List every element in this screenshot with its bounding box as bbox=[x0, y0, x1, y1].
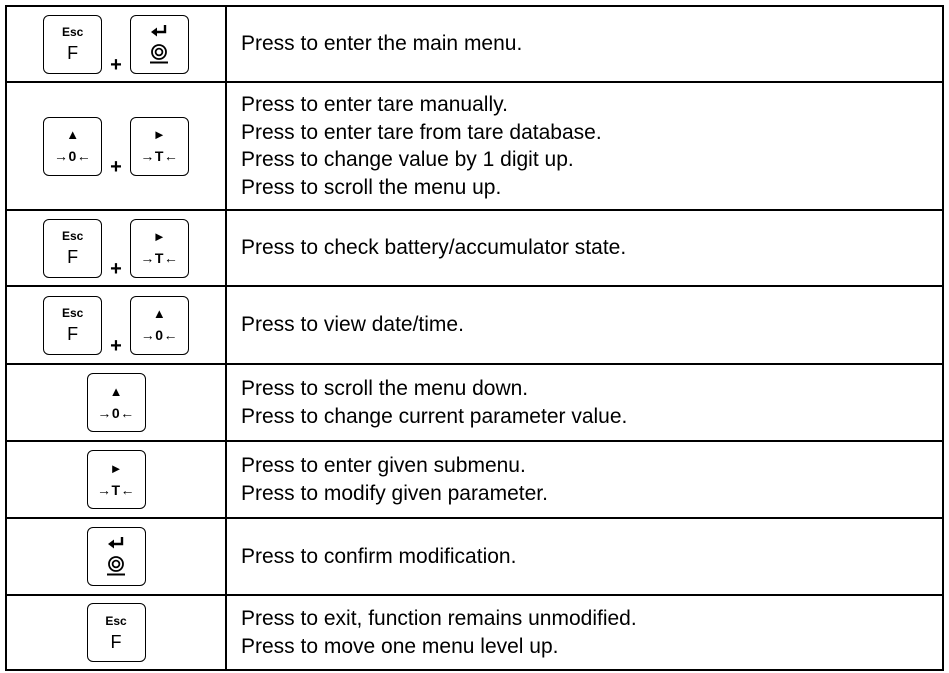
plus-sign: + bbox=[110, 334, 122, 357]
f-key-label: F bbox=[67, 324, 79, 344]
tare-key bbox=[87, 450, 146, 509]
description-line: Press to enter the main menu. bbox=[241, 32, 523, 56]
key-combination bbox=[7, 83, 225, 209]
description-line: Press to view date/time. bbox=[241, 313, 464, 337]
esc-key-label: Esc bbox=[61, 306, 84, 320]
table-body bbox=[6, 6, 943, 670]
description-cell bbox=[226, 286, 943, 364]
zero-key-label: →0← bbox=[140, 327, 178, 343]
esc-key-label: Esc bbox=[61, 25, 84, 39]
key-combination bbox=[7, 7, 225, 81]
key-combination bbox=[7, 211, 225, 285]
key-function-table bbox=[5, 5, 944, 671]
table-row bbox=[6, 6, 943, 82]
right-arrow-icon: ► bbox=[109, 460, 123, 476]
description-cell bbox=[226, 441, 943, 518]
key-cell bbox=[6, 441, 226, 518]
description-line: Press to exit, function remains unmodified. bbox=[241, 607, 637, 630]
table-row bbox=[6, 82, 943, 210]
up-arrow-icon: ▲ bbox=[152, 306, 166, 321]
key-combination bbox=[7, 287, 225, 363]
table-row bbox=[6, 518, 943, 595]
table-row bbox=[6, 364, 943, 441]
description-cell bbox=[226, 595, 943, 670]
description-cell bbox=[226, 82, 943, 210]
esc-key-label: Esc bbox=[105, 613, 127, 628]
description-line: Press to change value by 1 digit up. bbox=[241, 148, 574, 171]
description-line: Press to scroll the menu down. bbox=[241, 377, 529, 400]
description-line: Press to modify given parameter. bbox=[241, 481, 548, 505]
key-cell bbox=[6, 210, 226, 286]
enter-arrow-icon bbox=[149, 24, 169, 38]
enter-key bbox=[87, 527, 146, 586]
plus-sign: + bbox=[110, 155, 122, 178]
enter-key bbox=[130, 15, 189, 74]
zero-key bbox=[43, 117, 102, 176]
key-cell bbox=[6, 595, 226, 670]
esc-key bbox=[87, 603, 146, 662]
description-line: Press to scroll the menu up. bbox=[241, 175, 502, 199]
right-arrow-icon: ► bbox=[152, 229, 166, 244]
description-cell bbox=[226, 364, 943, 441]
tare-key-label: →T← bbox=[140, 250, 179, 266]
print-target-icon bbox=[105, 555, 127, 577]
right-arrow-icon: ► bbox=[152, 127, 166, 142]
tare-key bbox=[130, 117, 189, 176]
tare-key-label: →T← bbox=[140, 148, 179, 164]
up-arrow-icon: ▲ bbox=[109, 383, 123, 399]
up-arrow-icon: ▲ bbox=[66, 127, 80, 142]
key-combination bbox=[7, 442, 225, 517]
f-key-label: F bbox=[67, 43, 79, 63]
key-cell bbox=[6, 518, 226, 595]
zero-key-label: →0← bbox=[54, 148, 92, 164]
esc-key bbox=[43, 296, 102, 355]
key-cell bbox=[6, 286, 226, 364]
print-target-icon bbox=[148, 43, 170, 65]
zero-key-label: →0← bbox=[97, 404, 135, 421]
table-row bbox=[6, 595, 943, 670]
zero-key bbox=[87, 373, 146, 432]
description-line: Press to enter given submenu. bbox=[241, 454, 526, 477]
description-line: Press to enter tare from tare database. bbox=[241, 120, 602, 144]
key-combination bbox=[7, 365, 225, 440]
description-line: Press to confirm modification. bbox=[241, 544, 517, 568]
description-line: Press to enter tare manually. bbox=[241, 93, 508, 116]
table-row bbox=[6, 210, 943, 286]
key-cell bbox=[6, 82, 226, 210]
description-cell bbox=[226, 518, 943, 595]
description-cell bbox=[226, 210, 943, 286]
table-row bbox=[6, 441, 943, 518]
key-cell bbox=[6, 6, 226, 82]
description-line: Press to check battery/accumulator state. bbox=[241, 236, 627, 260]
tare-key-label: →T← bbox=[96, 481, 136, 498]
f-key-label: F bbox=[110, 631, 122, 652]
enter-arrow-icon bbox=[106, 536, 126, 550]
tare-key bbox=[130, 219, 189, 278]
description-line: Press to move one menu level up. bbox=[241, 634, 559, 658]
plus-sign: + bbox=[110, 53, 122, 76]
esc-key bbox=[43, 219, 102, 278]
zero-key bbox=[130, 296, 189, 355]
esc-key bbox=[43, 15, 102, 74]
f-key-label: F bbox=[67, 247, 79, 267]
description-cell bbox=[226, 6, 943, 82]
esc-key-label: Esc bbox=[61, 229, 84, 243]
key-cell bbox=[6, 364, 226, 441]
key-combination bbox=[7, 596, 225, 669]
description-line: Press to change current parameter value. bbox=[241, 404, 628, 428]
key-combination bbox=[7, 519, 225, 594]
table-row bbox=[6, 286, 943, 364]
plus-sign: + bbox=[110, 257, 122, 280]
